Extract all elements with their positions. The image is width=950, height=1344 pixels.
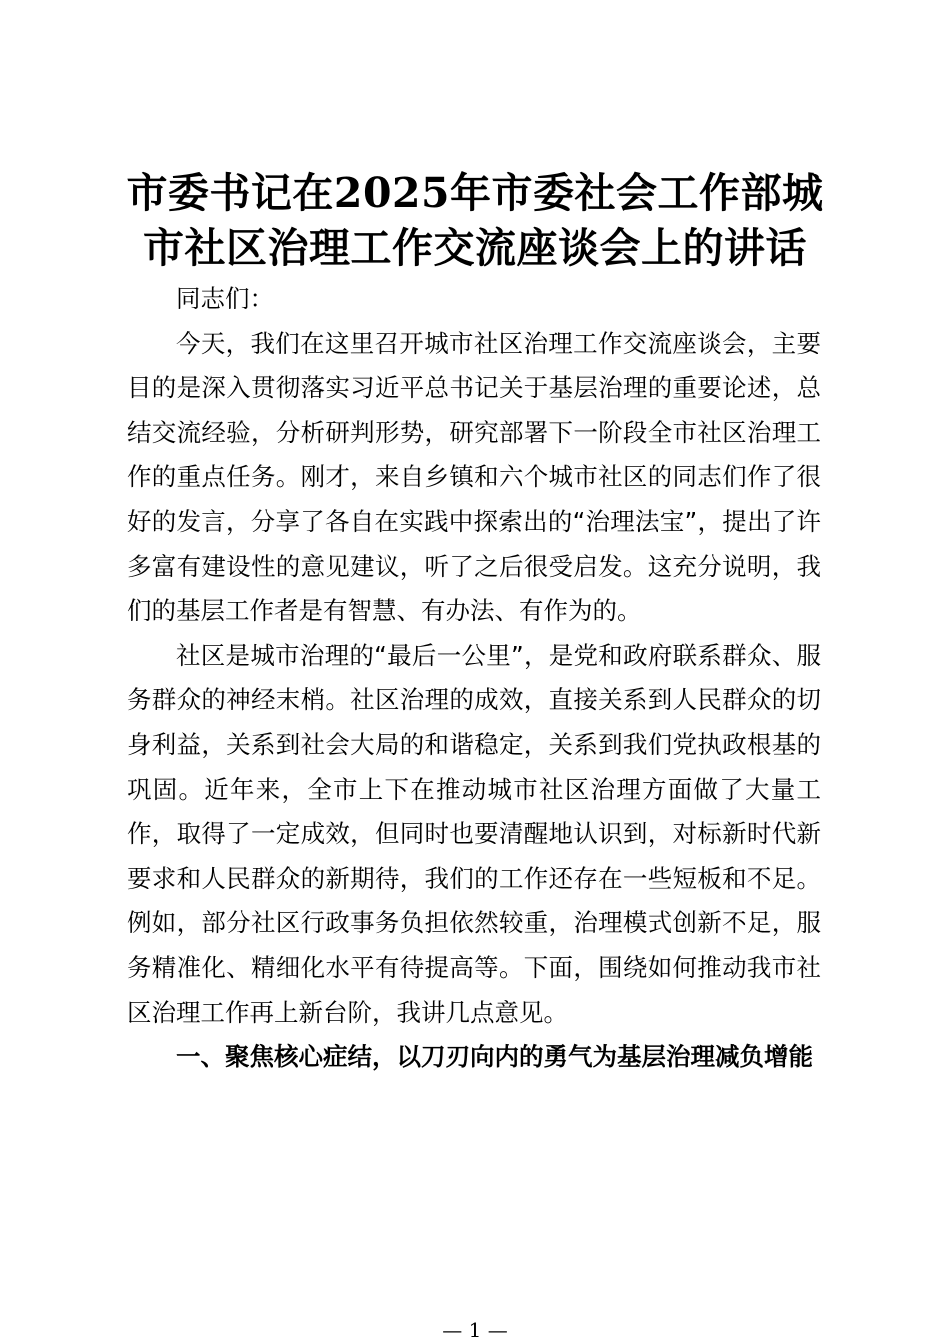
paragraph-1: 今天，我们在这里召开城市社区治理工作交流座谈会，主要目的是深入贯彻落实习近平总书记关于基层治理的重要论述，总结交流经验，分析研判形势，研究部署下一阶段全市社区治理工作的重点任务。刚才，来自乡镇和六个城市社区的同志们作了很好的发言，分享了各自在实践中探索出的“治理法宝”，提出了许多富有建设性的意见建议，听了之后很受启发。这充分说明，我们的基层工作者是有智慧、有办法、有作为的。: [127, 328, 821, 626]
document-title: [120, 166, 830, 276]
page-number: — 1 —: [442, 1318, 508, 1342]
title-line-1: 市委书记在2025年市委社会工作部城: [126, 169, 824, 217]
title-line-2: 市社区治理工作交流座谈会上的讲话: [143, 224, 807, 272]
section-heading-1: 一、聚焦核心症结，以刀刃向内的勇气为基层治理减负增能: [176, 1042, 813, 1072]
paragraph-2: 社区是城市治理的“最后一公里”，是党和政府联系群众、服务群众的神经末梢。社区治理的成效，直接关系到人民群众的切身利益，关系到社会大局的和谐稳定，关系到我们党执政根基的巩固。近年来，全市上下在推动城市社区治理方面做了大量工作，取得了一定成效，但同时也要清醒地认识到，对标新时代新要求和人民群众的新期待，我们的工作还存在一些短板和不足。例如，部分社区行政事务负担依然较重，治理模式创新不足，服务精准化、精细化水平有待提高等。下面，围绕如何推动我市社区治理工作再上新台阶，我讲几点意见。: [127, 640, 821, 1027]
document-body: [127, 277, 821, 1080]
salutation: 同志们：: [176, 284, 274, 313]
